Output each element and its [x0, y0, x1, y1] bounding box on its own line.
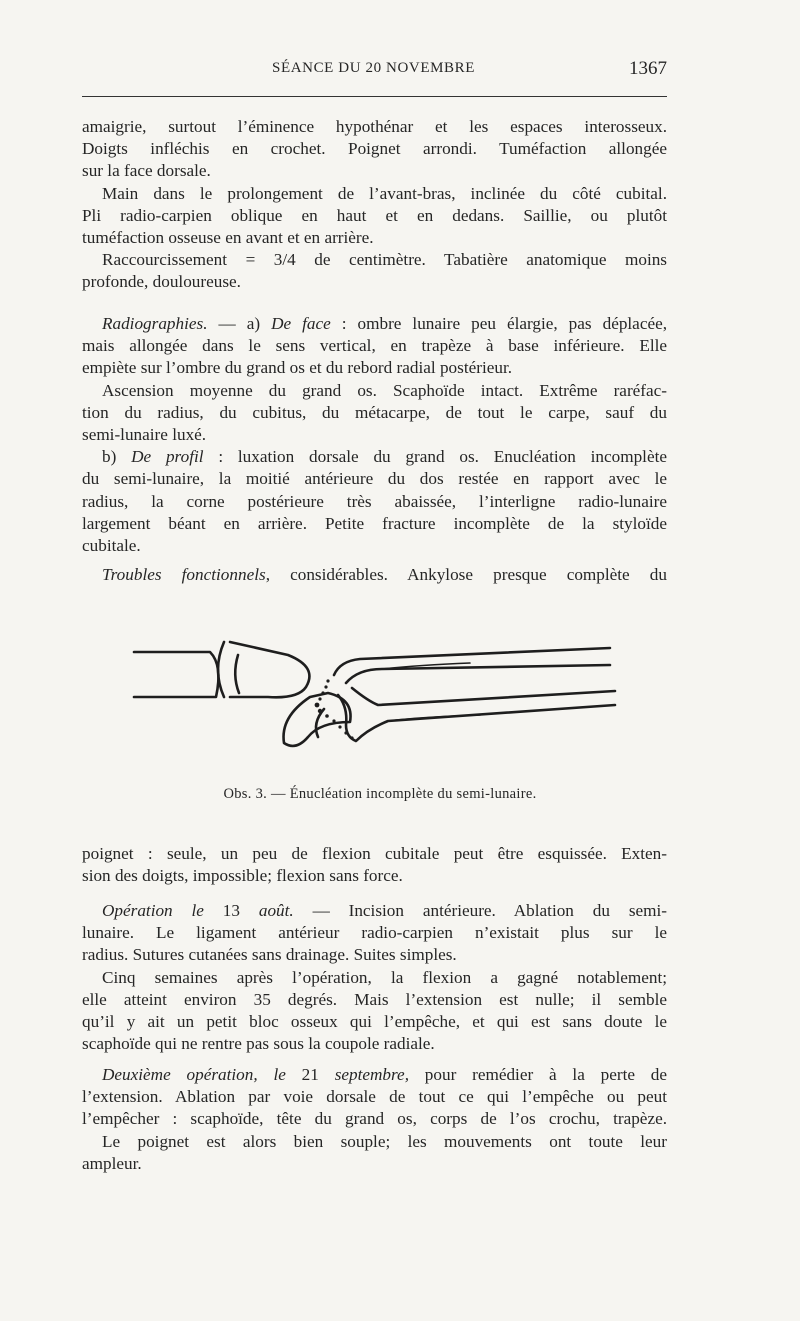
wrist-xray-illustration	[120, 625, 640, 775]
paragraph-troubles	[82, 564, 667, 586]
figure-caption	[170, 786, 590, 803]
italic-term: De face	[271, 314, 331, 333]
text-span: b)	[102, 447, 132, 467]
text-line	[82, 313, 667, 335]
paragraph-clinical-findings	[82, 116, 667, 294]
text-line: radius. Sutures cutanées sans drainage. Suites simples.	[82, 945, 457, 965]
text-line: mais allongée dans le sens vertical, en trapèze à base inférieure. Elle	[82, 336, 667, 356]
text-line: largement béant en arrière. Petite fracture incomplète de la styloïde	[82, 513, 667, 533]
text-line: lunaire. Le ligament antérieur radio-carpien n’existait plus sur le	[82, 923, 667, 943]
text-line: Raccourcissement = 3/4 de centimètre. Tabatière anatomique moins	[102, 250, 667, 270]
page-header	[82, 60, 667, 86]
italic-term: Opération le	[102, 901, 204, 920]
text-line	[82, 446, 667, 468]
text-line	[82, 1064, 667, 1086]
italic-term: Radiographies.	[102, 314, 208, 333]
text-span: : luxation dorsale du grand os. Enucléation incomplète	[203, 447, 667, 467]
text-line: tuméfaction osseuse en avant et en arrière.	[82, 227, 374, 247]
text-line: amaigrie, surtout l’éminence hypothénar et les espaces interosseux.	[82, 117, 667, 136]
text-line: tion du radius, du cubitus, du métacarpe, de tout le carpe, sauf du	[82, 402, 667, 422]
text-line: l’extension. Ablation par voie dorsale de tout ce qui l’empêche ou peut	[82, 1087, 667, 1107]
text-line	[82, 564, 667, 586]
text-line: poignet : seule, un peu de flexion cubitale peut être esquissée. Exten-	[82, 844, 667, 863]
text-line: Cinq semaines après l’opération, la flexion a gagné notablement;	[102, 967, 667, 987]
italic-term: Troubles fonctionnels	[102, 565, 266, 584]
italic-term: Deuxième opération, le	[102, 1065, 286, 1084]
text-span: : ombre lunaire peu élargie, pas déplacée,	[330, 314, 667, 333]
text-line: Doigts infléchis en crochet. Poignet arrondi. Tuméfaction allongée	[82, 139, 667, 159]
text-span: 21	[285, 1065, 335, 1084]
text-line: ampleur.	[82, 1153, 142, 1173]
italic-term: De profil	[131, 447, 204, 467]
text-line: Pli radio-carpien oblique en haut et en dedans. Saillie, ou plutôt	[82, 205, 667, 225]
text-line: du semi-lunaire, la moitié antérieure du dos restée en rapport avec le	[82, 469, 667, 489]
text-line: l’empêcher : scaphoïde, tête du grand os, corps de l’os crochu, trapèze.	[82, 1109, 667, 1129]
text-line: radius, la corne postérieure très abaissée, l’interligne radio-lunaire	[82, 491, 667, 511]
text-span: 13	[203, 901, 259, 920]
text-line: sur la face dorsale.	[82, 161, 211, 181]
paragraph-continuation	[82, 843, 667, 887]
text-line: empiète sur l’ombre du grand os et du rebord radial postérieur.	[82, 358, 513, 378]
text-span: — Incision antérieure. Ablation du semi-	[293, 901, 667, 920]
text-line: Ascension moyenne du grand os. Scaphoïde intact. Extrême raréfac-	[102, 380, 667, 400]
text-span: , considérables. Ankylose presque complète du	[265, 565, 667, 584]
caption-label: Obs. 3.	[223, 786, 268, 802]
paragraph-radiographies	[82, 313, 667, 557]
text-line: semi-lunaire luxé.	[82, 424, 207, 444]
paragraph-operation-13-aout	[82, 900, 667, 1055]
text-line: qu’il y ait un petit bloc osseux qui l’empêche, et qui est sans doute le	[82, 1011, 667, 1031]
caption-text: — Énucléation incomplète du semi-lunaire.	[267, 786, 537, 802]
text-line: Le poignet est alors bien souple; les mouvements ont toute leur	[102, 1131, 667, 1151]
header-rule	[82, 96, 667, 97]
running-title: SÉANCE DU 20 NOVEMBRE	[272, 60, 476, 76]
text-line: profonde, douloureuse.	[82, 272, 241, 292]
italic-term: septembre,	[334, 1065, 409, 1084]
text-line: sion des doigts, impossible; flexion sans force.	[82, 866, 403, 886]
wrist-drawing	[120, 625, 640, 775]
text-line: Main dans le prolongement de l’avant-bras, inclinée du côté cubital.	[102, 183, 667, 203]
text-span: — a)	[207, 314, 272, 333]
text-line: elle atteint environ 35 degrés. Mais l’extension est nulle; il semble	[82, 989, 667, 1009]
paragraph-deuxieme-operation	[82, 1064, 667, 1175]
text-line	[82, 900, 667, 922]
text-line: cubitale.	[82, 535, 141, 555]
text-span: pour remédier à la perte de	[408, 1065, 668, 1084]
page-number: 1367	[629, 58, 667, 79]
italic-term: août.	[258, 901, 294, 920]
text-line: scaphoïde qui ne rentre pas sous la coupole radiale.	[82, 1034, 435, 1054]
